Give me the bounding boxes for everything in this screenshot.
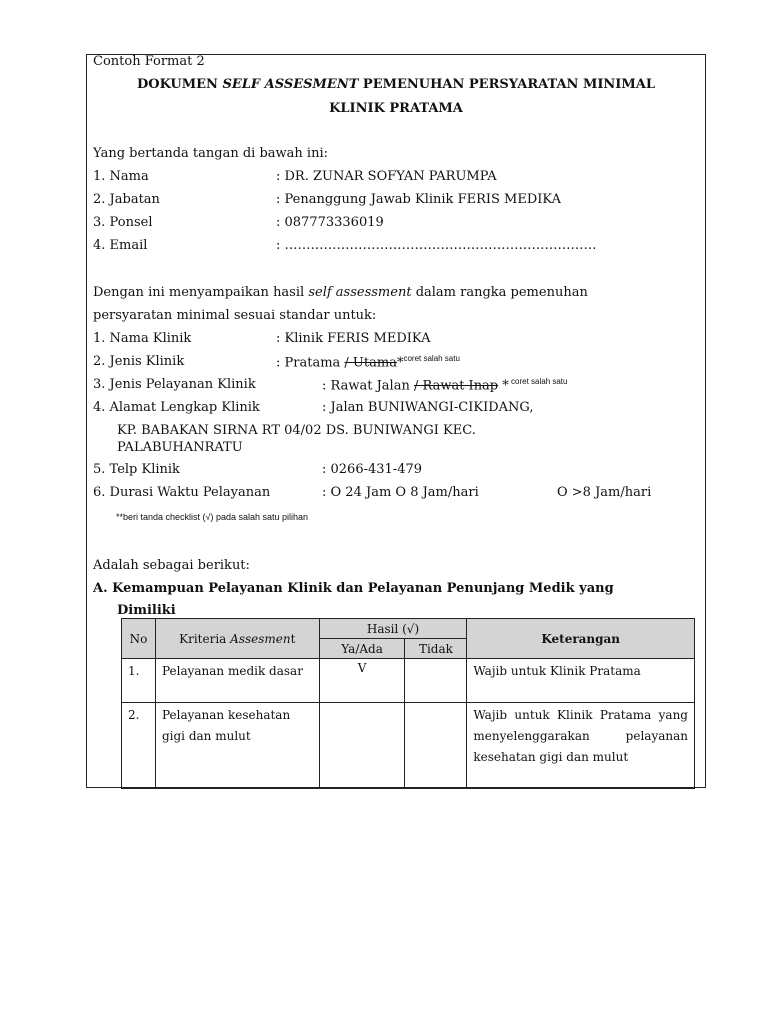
jenis-struck: / Utama	[344, 355, 397, 371]
clinic-value-telp: : 0266-431-479	[322, 462, 423, 477]
layanan-star: *	[498, 378, 509, 394]
section-intro: Adalah sebagai berikut:	[93, 558, 250, 573]
header-kriteria-italic: Assesmen	[230, 631, 291, 646]
header-kriteria	[155, 619, 319, 659]
title-part1: DOKUMEN	[136, 77, 218, 92]
clinic-alamat-line2: KP. BABAKAN SIRNA RT 04/02 DS. BUNIWANGI KEC.	[117, 423, 476, 438]
title-italic: SELF ASSESMENT	[222, 77, 359, 92]
layanan-selected: : Rawat Jalan	[322, 378, 410, 394]
layanan-struck: / Rawat Inap	[413, 378, 499, 394]
clinic-alamat-line3: PALABUHANRATU	[117, 440, 243, 455]
statement-italic: self assessment	[308, 285, 412, 300]
row-ya	[319, 703, 405, 789]
jenis-star: *	[396, 355, 404, 371]
row-kriteria: Pelayanan kesehatan gigi dan mulut	[155, 703, 319, 789]
clinic-durasi-option3: O >8 Jam/hari	[557, 485, 652, 500]
section-a-heading-cont: Dimiliki	[117, 603, 176, 618]
row-keterangan: Wajib untuk Klinik Pratama	[467, 659, 695, 703]
jenis-note: coret salah satu	[403, 354, 460, 363]
signer-value-jabatan: : Penanggung Jawab Klinik FERIS MEDIKA	[276, 192, 561, 207]
clinic-value-durasi: : O 24 Jam O 8 Jam/hari	[322, 485, 479, 500]
layanan-note: coret salah satu	[508, 377, 568, 386]
row-kriteria: Pelayanan medik dasar	[155, 659, 319, 703]
row-no: 1.	[122, 659, 156, 703]
header-ya: Ya/Ada	[319, 639, 405, 659]
statement-line1	[93, 285, 588, 300]
header-tidak: Tidak	[405, 639, 467, 659]
checklist-note: **beri tanda checklist (√) pada salah satu pilihan	[116, 512, 309, 522]
statement-line2: persyaratan minimal sesuai standar untuk:	[93, 308, 377, 323]
document-title	[86, 77, 706, 92]
title-part2: PEMENUHAN PERSYARATAN MINIMAL	[362, 77, 656, 92]
clinic-label-nama: 1. Nama Klinik	[93, 331, 192, 346]
row-no: 2.	[122, 703, 156, 789]
clinic-label-durasi: 6. Durasi Waktu Pelayanan	[93, 485, 271, 500]
clinic-label-alamat: 4. Alamat Lengkap Klinik	[93, 400, 260, 415]
clinic-value-nama: : Klinik FERIS MEDIKA	[276, 331, 431, 346]
row-keterangan: Wajib untuk Klinik Pratama yang menyelenggarakan pelayanan kesehatan gigi dan mulut	[467, 703, 695, 789]
header-kriteria-end: t	[290, 631, 296, 646]
signer-intro: Yang bertanda tangan di bawah ini:	[93, 146, 328, 161]
signer-label-jabatan: 2. Jabatan	[93, 192, 160, 207]
jenis-selected: : Pratama	[276, 355, 341, 371]
table-row	[122, 659, 695, 703]
signer-label-ponsel: 3. Ponsel	[93, 215, 153, 230]
clinic-value-layanan	[322, 377, 567, 393]
header-no: No	[122, 619, 156, 659]
clinic-label-telp: 5. Telp Klinik	[93, 462, 180, 477]
statement-text-b: dalam rangka pemenuhan	[415, 285, 588, 300]
criteria-table	[121, 618, 695, 789]
row-tidak	[405, 703, 467, 789]
clinic-value-jenis	[276, 354, 460, 370]
header-kriteria-text: Kriteria	[179, 631, 227, 646]
document-subtitle: KLINIK PRATAMA	[329, 101, 463, 116]
signer-value-email: : ………………………………………………………………	[276, 238, 597, 253]
row-ya: V	[319, 659, 405, 703]
clinic-value-alamat: : Jalan BUNIWANGI-CIKIDANG,	[322, 400, 534, 415]
header-hasil: Hasil (√)	[319, 619, 467, 639]
clinic-label-layanan: 3. Jenis Pelayanan Klinik	[93, 377, 256, 392]
table-row	[122, 703, 695, 789]
statement-text-a: Dengan ini menyampaikan hasil	[93, 285, 305, 300]
row-tidak	[405, 659, 467, 703]
format-label: Contoh Format 2	[93, 54, 205, 69]
signer-label-email: 4. Email	[93, 238, 148, 253]
section-a-heading: A. Kemampuan Pelayanan Klinik dan Pelayanan Penunjang Medik yang	[93, 581, 614, 596]
signer-label-nama: 1. Nama	[93, 169, 149, 184]
signer-value-ponsel: : 087773336019	[276, 215, 384, 230]
clinic-label-jenis: 2. Jenis Klinik	[93, 354, 185, 369]
header-keterangan: Keterangan	[467, 619, 695, 659]
signer-value-nama: : DR. ZUNAR SOFYAN PARUMPA	[276, 169, 497, 184]
